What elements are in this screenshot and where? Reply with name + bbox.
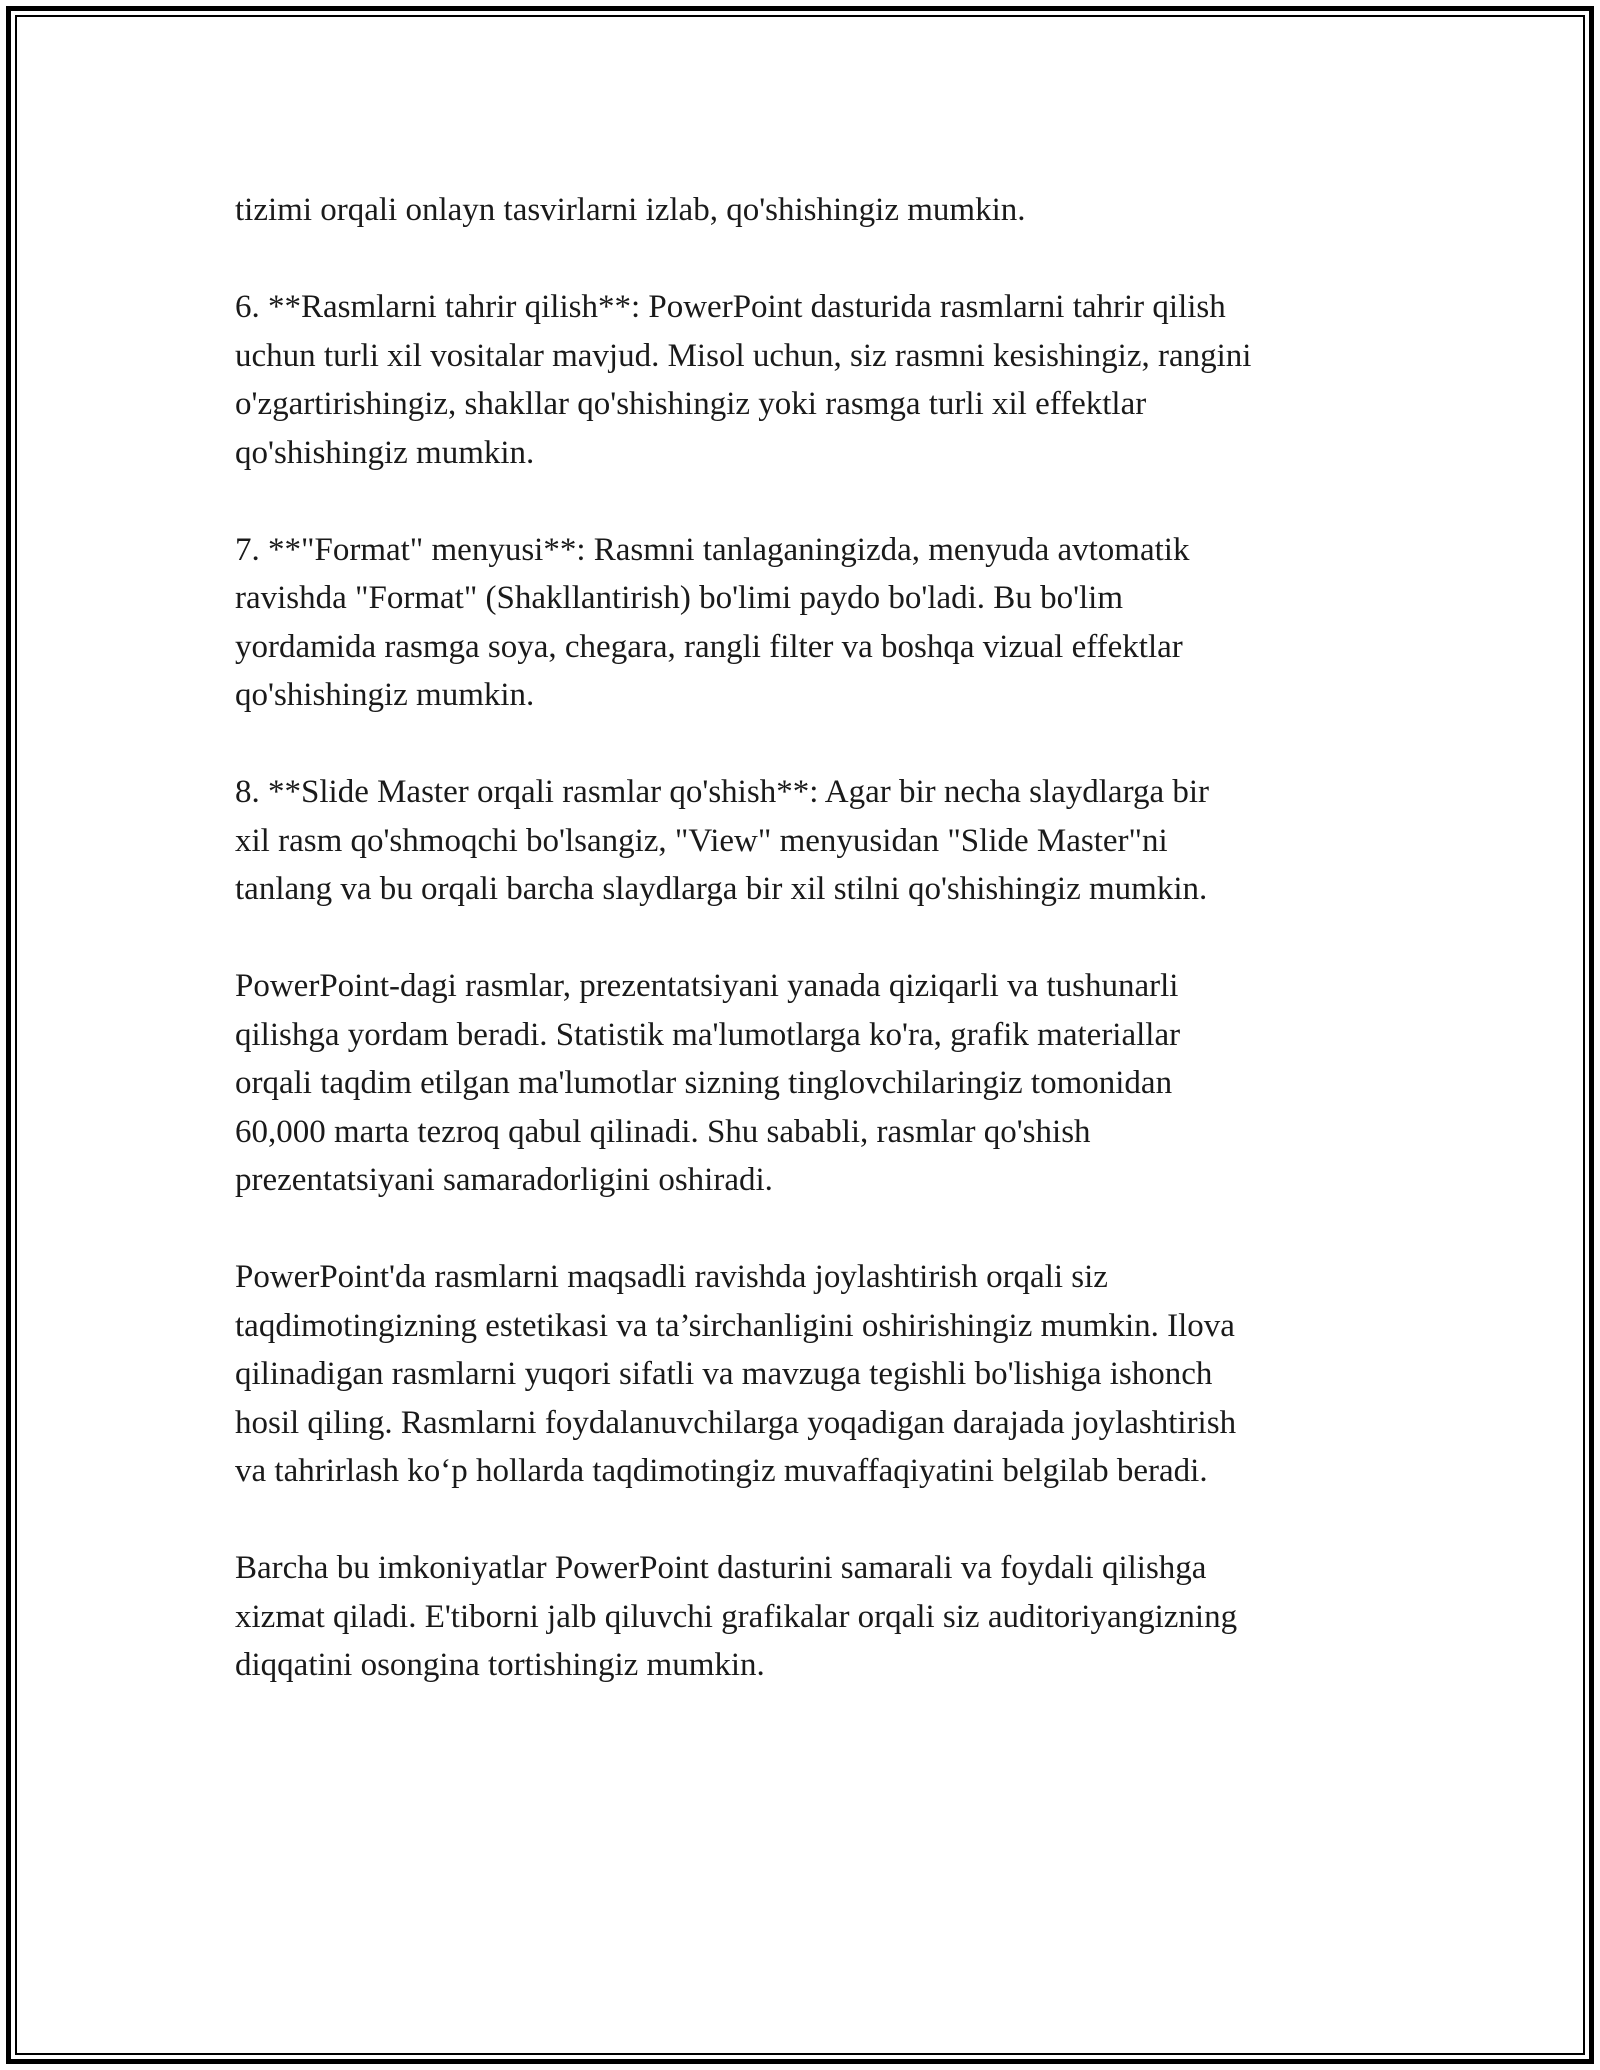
paragraph-item-8	[235, 768, 1395, 914]
text-line: qo'shishingiz mumkin.	[235, 434, 535, 471]
text-line: PowerPoint'da rasmlarni maqsadli ravishda joylashtirish orqali siz	[235, 1259, 1108, 1295]
text-line: Barcha bu imkoniyatlar PowerPoint dasturini samarali va foydali qilishga	[235, 1550, 1207, 1586]
text-line: xizmat qiladi. E'tiborni jalb qiluvchi grafikalar orqali siz auditoriyangizning	[235, 1598, 1238, 1635]
text-line: orqali taqdim etilgan ma'lumotlar sizning tinglovchilaringiz tomonidan	[235, 1065, 1173, 1101]
text-line: qilishga yordam beradi. Statistik ma'lumotlarga ko'ra, grafik materiallar	[235, 1016, 1181, 1053]
text-line: 7. **"Format" menyusi**: Rasmni tanlaganingizda, menyuda avtomatik	[235, 531, 1190, 568]
paragraph-continuation	[235, 186, 1395, 235]
paragraph-images-benefit	[235, 962, 1395, 1205]
paragraph-item-7	[235, 526, 1395, 720]
text-line: hosil qiling. Rasmlarni foydalanuvchilarga yoqadigan darajada joylashtirish	[235, 1404, 1237, 1441]
text-line: va tahrirlash koʻp hollarda taqdimotingiz muvaffaqiyatini belgilab beradi.	[235, 1453, 1208, 1489]
text-line: qilinadigan rasmlarni yuqori sifatli va mavzuga tegishli bo'lishiga ishonch	[235, 1356, 1213, 1392]
text-line: qo'shishingiz mumkin.	[235, 677, 535, 713]
paragraph-item-6	[235, 283, 1395, 477]
text-line: yordamida rasmga soya, chegara, rangli filter va boshqa vizual effektlar	[235, 628, 1183, 665]
text-line: tanlang va bu orqali barcha slaydlarga bir xil stilni qo'shishingiz mumkin.	[235, 871, 1208, 907]
text-line: taqdimotingizning estetikasi va ta’sirchanligini oshirishingiz mumkin. Ilova	[235, 1307, 1235, 1344]
paragraph-placement	[235, 1253, 1395, 1496]
document-body	[235, 186, 1395, 1738]
text-line: 6. **Rasmlarni tahrir qilish**: PowerPoint dasturida rasmlarni tahrir qilish	[235, 289, 1226, 325]
text-line: uchun turli xil vositalar mavjud. Misol uchun, siz rasmni kesishingiz, rangini	[235, 337, 1252, 374]
text-line: ravishda "Format" (Shakllantirish) bo'limi paydo bo'ladi. Bu bo'lim	[235, 580, 1124, 616]
text-line: prezentatsiyani samaradorligini oshiradi.	[235, 1162, 773, 1198]
paragraph-conclusion	[235, 1544, 1395, 1690]
text-line: tizimi orqali onlayn tasvirlarni izlab, qo'shishingiz mumkin.	[235, 192, 1026, 228]
text-line: 60,000 marta tezroq qabul qilinadi. Shu sababli, rasmlar qo'shish	[235, 1113, 1091, 1150]
text-line: diqqatini osongina tortishingiz mumkin.	[235, 1647, 765, 1683]
text-line: 8. **Slide Master orqali rasmlar qo'shish**: Agar bir necha slaydlarga bir	[235, 774, 1210, 810]
text-line: xil rasm qo'shmoqchi bo'lsangiz, "View" menyusidan "Slide Master"ni	[235, 822, 1168, 859]
text-line: o'zgartirishingiz, shakllar qo'shishingiz yoki rasmga turli xil effektlar	[235, 386, 1147, 422]
text-line: PowerPoint-dagi rasmlar, prezentatsiyani yanada qiziqarli va tushunarli	[235, 968, 1179, 1004]
